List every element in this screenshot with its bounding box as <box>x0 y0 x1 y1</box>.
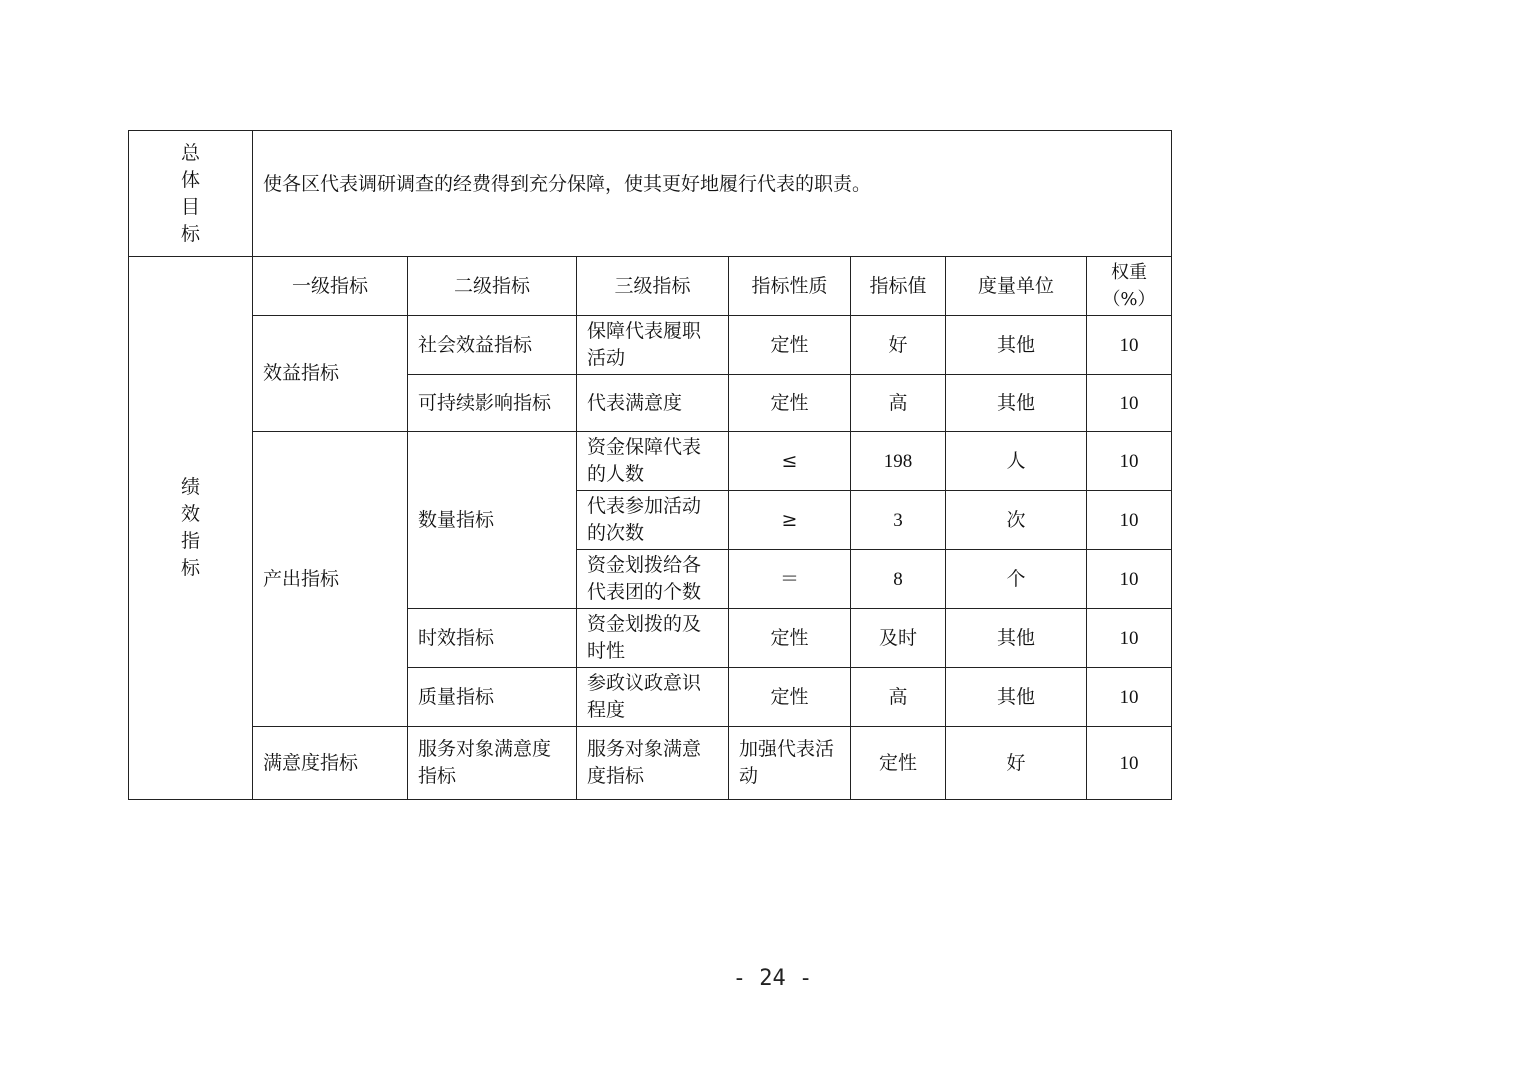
nature-cell: 加强代表活动 <box>729 727 851 800</box>
header-value: 指标值 <box>851 257 946 316</box>
nature-cell: 定性 <box>729 668 851 727</box>
value-cell: 定性 <box>851 727 946 800</box>
header-level1: 一级指标 <box>253 257 408 316</box>
value-cell: 3 <box>851 491 946 550</box>
level3-cell: 服务对象满意度指标 <box>577 727 729 800</box>
unit-cell: 其他 <box>946 609 1087 668</box>
performance-target-table <box>128 130 1172 800</box>
table-row <box>129 727 1172 800</box>
level3-cell: 保障代表履职活动 <box>577 316 729 375</box>
nature-cell: 定性 <box>729 375 851 432</box>
nature-cell: ≥ <box>729 491 851 550</box>
unit-cell: 次 <box>946 491 1087 550</box>
unit-cell: 好 <box>946 727 1087 800</box>
nature-cell: 定性 <box>729 609 851 668</box>
header-weight: 权重 （%） <box>1087 257 1172 316</box>
value-cell: 好 <box>851 316 946 375</box>
level2-cell: 可持续影响指标 <box>408 375 577 432</box>
overall-target-label: 总 体 目 标 <box>129 131 253 257</box>
value-cell: 及时 <box>851 609 946 668</box>
level2-cell: 社会效益指标 <box>408 316 577 375</box>
weight-cell: 10 <box>1087 432 1172 491</box>
unit-cell: 其他 <box>946 375 1087 432</box>
weight-cell: 10 <box>1087 727 1172 800</box>
weight-cell: 10 <box>1087 316 1172 375</box>
level3-cell: 资金划拨的及时性 <box>577 609 729 668</box>
unit-cell: 个 <box>946 550 1087 609</box>
weight-cell: 10 <box>1087 609 1172 668</box>
header-nature: 指标性质 <box>729 257 851 316</box>
value-cell: 8 <box>851 550 946 609</box>
level1-cell: 产出指标 <box>253 432 408 727</box>
overall-target-row <box>129 131 1172 257</box>
level3-cell: 代表满意度 <box>577 375 729 432</box>
unit-cell: 其他 <box>946 316 1087 375</box>
level3-cell: 资金保障代表的人数 <box>577 432 729 491</box>
value-cell: 高 <box>851 375 946 432</box>
header-level3: 三级指标 <box>577 257 729 316</box>
header-unit: 度量单位 <box>946 257 1087 316</box>
nature-cell: 定性 <box>729 316 851 375</box>
value-cell: 198 <box>851 432 946 491</box>
table-row <box>129 316 1172 375</box>
header-level2: 二级指标 <box>408 257 577 316</box>
unit-cell: 人 <box>946 432 1087 491</box>
level2-cell: 服务对象满意度指标 <box>408 727 577 800</box>
header-row <box>129 257 1172 316</box>
level2-cell: 数量指标 <box>408 432 577 609</box>
level1-cell: 效益指标 <box>253 316 408 432</box>
table-row <box>129 432 1172 491</box>
level2-cell: 质量指标 <box>408 668 577 727</box>
overall-target-text: 使各区代表调研调查的经费得到充分保障，使其更好地履行代表的职责。 <box>253 131 1172 257</box>
page-number: - 24 - <box>732 966 813 991</box>
level3-cell: 资金划拨给各代表团的个数 <box>577 550 729 609</box>
level3-cell: 代表参加活动的次数 <box>577 491 729 550</box>
weight-cell: 10 <box>1087 491 1172 550</box>
nature-cell: ＝ <box>729 550 851 609</box>
nature-cell: ≤ <box>729 432 851 491</box>
performance-indicator-label: 绩 效 指 标 <box>129 257 253 800</box>
level1-cell: 满意度指标 <box>253 727 408 800</box>
weight-cell: 10 <box>1087 375 1172 432</box>
weight-cell: 10 <box>1087 668 1172 727</box>
value-cell: 高 <box>851 668 946 727</box>
weight-cell: 10 <box>1087 550 1172 609</box>
level3-cell: 参政议政意识程度 <box>577 668 729 727</box>
level2-cell: 时效指标 <box>408 609 577 668</box>
unit-cell: 其他 <box>946 668 1087 727</box>
